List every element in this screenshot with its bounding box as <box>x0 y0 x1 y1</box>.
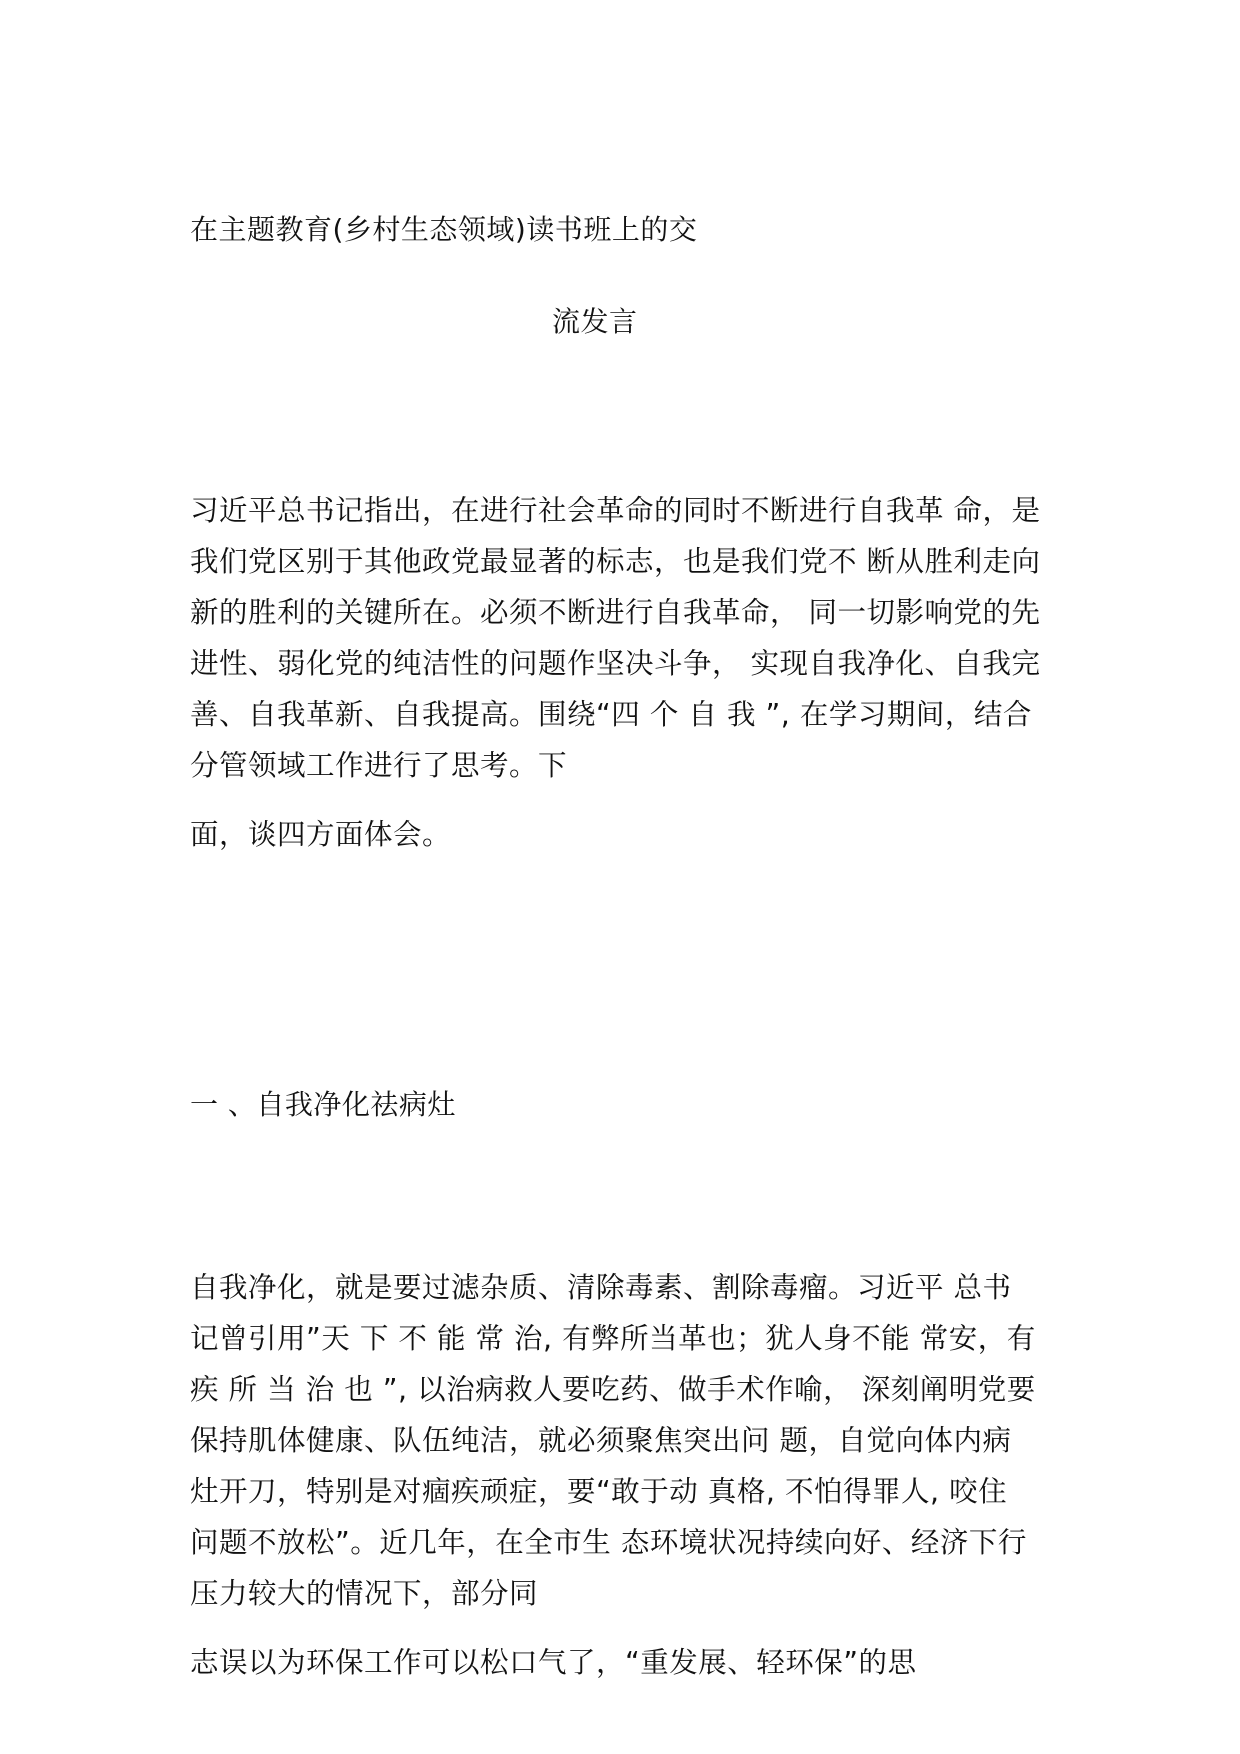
section-1-paragraph-tail: 志误以为环保工作可以松口气了，“重发展、轻环保”的思 <box>190 1646 917 1679</box>
section-1-heading: 一 、自我净化祛病灶 <box>190 1088 456 1121</box>
section-1-paragraph-line: 灶开刀，特别是对痼疾顽症，要“敢于动 真格, 不怕得罪人, 咬住 <box>190 1475 1008 1508</box>
section-1-paragraph-line: 问题不放松”。近几年，在全市生 态环境状况持续向好、经济下行 <box>190 1526 1027 1559</box>
intro-paragraph-line: 新的胜利的关键所在。必须不断进行自我革命， 同一切影响党的先 <box>190 596 1041 629</box>
section-1-paragraph-line: 记曾引用”天 下 不 能 常 治, 有弊所当革也；犹人身不能 常安，有 <box>190 1322 1036 1355</box>
intro-paragraph-line: 习近平总书记指出，在进行社会革命的同时不断进行自我革 命，是 <box>190 494 1041 527</box>
section-1-paragraph-line: 保持肌体健康、队伍纯洁，就必须聚焦突出问 题，自觉向体内病 <box>190 1424 1012 1457</box>
intro-paragraph-line: 进性、弱化党的纯洁性的问题作坚决斗争， 实现自我净化、自我完 <box>190 647 1041 680</box>
document-title-line-2: 流发言 <box>552 305 638 338</box>
section-1-paragraph-line: 压力较大的情况下，部分同 <box>190 1577 539 1610</box>
section-1-paragraph-line: 疾 所 当 治 也 ”, 以治病救人要吃药、做手术作喻， 深刻阐明党要 <box>190 1373 1036 1406</box>
section-1-paragraph-line: 自我净化，就是要过滤杂质、清除毒素、割除毒瘤。习近平 总书 <box>190 1271 1012 1304</box>
intro-paragraph-tail: 面，谈四方面体会。 <box>190 818 452 851</box>
intro-paragraph-line: 分管领域工作进行了思考。下 <box>190 749 568 782</box>
intro-paragraph-line: 善、自我革新、自我提高。围绕“四 个 自 我 ”, 在学习期间，结合 <box>190 698 1032 731</box>
document-title-line-1: 在主题教育(乡村生态领域)读书班上的交 <box>190 213 698 246</box>
intro-paragraph-line: 我们党区别于其他政党最显著的标志，也是我们党不 断从胜利走向 <box>190 545 1041 578</box>
